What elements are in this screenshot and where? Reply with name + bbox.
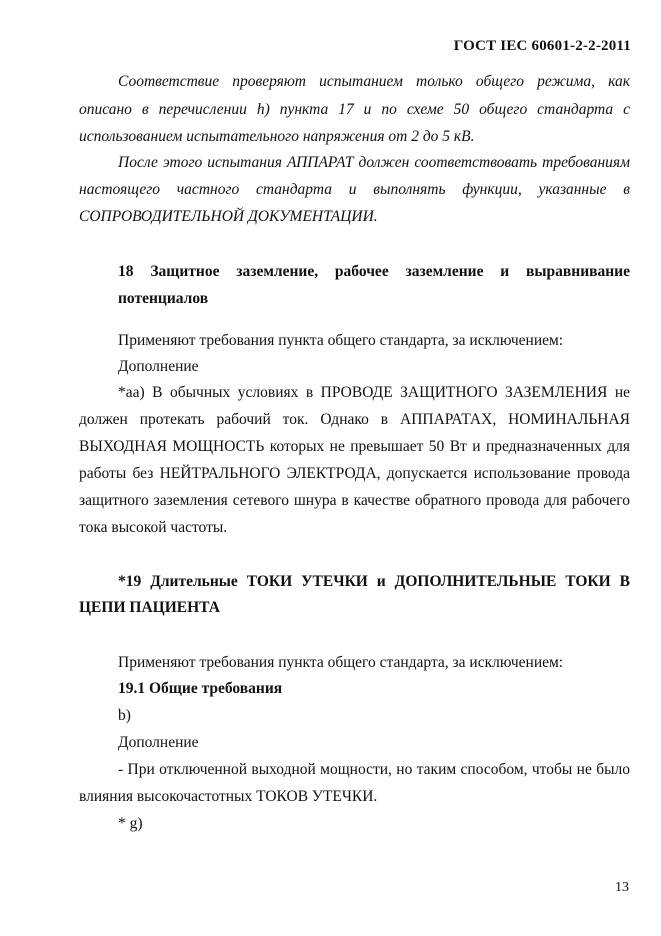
section18-aa-line-2: должен протекать рабочий ток. Однако в АППАРАТАХ, НОМИНАЛЬНАЯ bbox=[79, 411, 630, 428]
section18-addition: Дополнение bbox=[118, 358, 199, 375]
compliance-line-3: использованием испытательного напряжения от 2 до 5 кВ. bbox=[79, 128, 475, 145]
section19-note-line-1: - При отключенной выходной мощности, но таким способом, чтобы не было bbox=[118, 761, 630, 778]
after-test-line-2: настоящего частного стандарта и выполнять функции, указанные в bbox=[79, 181, 630, 198]
page-number: 13 bbox=[615, 880, 629, 895]
section18-aa-line-1: *аа) В обычных условиях в ПРОВОДЕ ЗАЩИТНОГО ЗАЗЕМЛЕНИЯ не bbox=[118, 384, 630, 401]
section19-item-b: b) bbox=[118, 707, 131, 724]
section18-aa-line-3: ВЫХОДНАЯ МОЩНОСТЬ которых не превышает 50 Вт и предназначенных для bbox=[79, 438, 630, 455]
section19-subheading: 19.1 Общие требования bbox=[118, 680, 283, 697]
section19-addition: Дополнение bbox=[118, 734, 199, 751]
section19-heading-line-2: ЦЕПИ ПАЦИЕНТА bbox=[79, 599, 220, 616]
section19-applies: Применяют требования пункта общего стандарта, за исключением: bbox=[118, 654, 564, 671]
after-test-line-1: После этого испытания АППАРАТ должен соответствовать требованиям bbox=[118, 154, 630, 171]
section18-heading-line-1: 18 Защитное заземление, рабочее заземление и выравнивание bbox=[118, 263, 630, 280]
section19-item-g: * g) bbox=[118, 815, 143, 832]
after-test-line-3: СОПРОВОДИТЕЛЬНОЙ ДОКУМЕНТАЦИИ. bbox=[79, 208, 378, 225]
document-header: ГОСТ IEC 60601-2-2-2011 bbox=[453, 38, 631, 54]
section18-aa-line-5: защитного заземления сетевого шнура в качестве обратного провода для рабочего bbox=[79, 492, 630, 509]
section18-aa-line-4: работы без НЕЙТРАЛЬНОГО ЭЛЕКТРОДА, допускается использование провода bbox=[79, 465, 630, 482]
section18-aa-line-6: тока высокой частоты. bbox=[79, 519, 228, 536]
section19-note-line-2: влияния высокочастотных ТОКОВ УТЕЧКИ. bbox=[79, 788, 378, 805]
section18-heading-line-2: потенциалов bbox=[118, 290, 209, 307]
section18-applies: Применяют требования пункта общего стандарта, за исключением: bbox=[118, 332, 564, 349]
compliance-line-2: описано в перечислении h) пункта 17 и по схеме 50 общего стандарта с bbox=[79, 101, 630, 118]
compliance-line-1: Соответствие проверяют испытанием только общего режима, как bbox=[118, 73, 630, 90]
section19-heading-line-1: *19 Длительные ТОКИ УТЕЧКИ и ДОПОЛНИТЕЛЬНЫЕ ТОКИ В bbox=[118, 573, 630, 590]
